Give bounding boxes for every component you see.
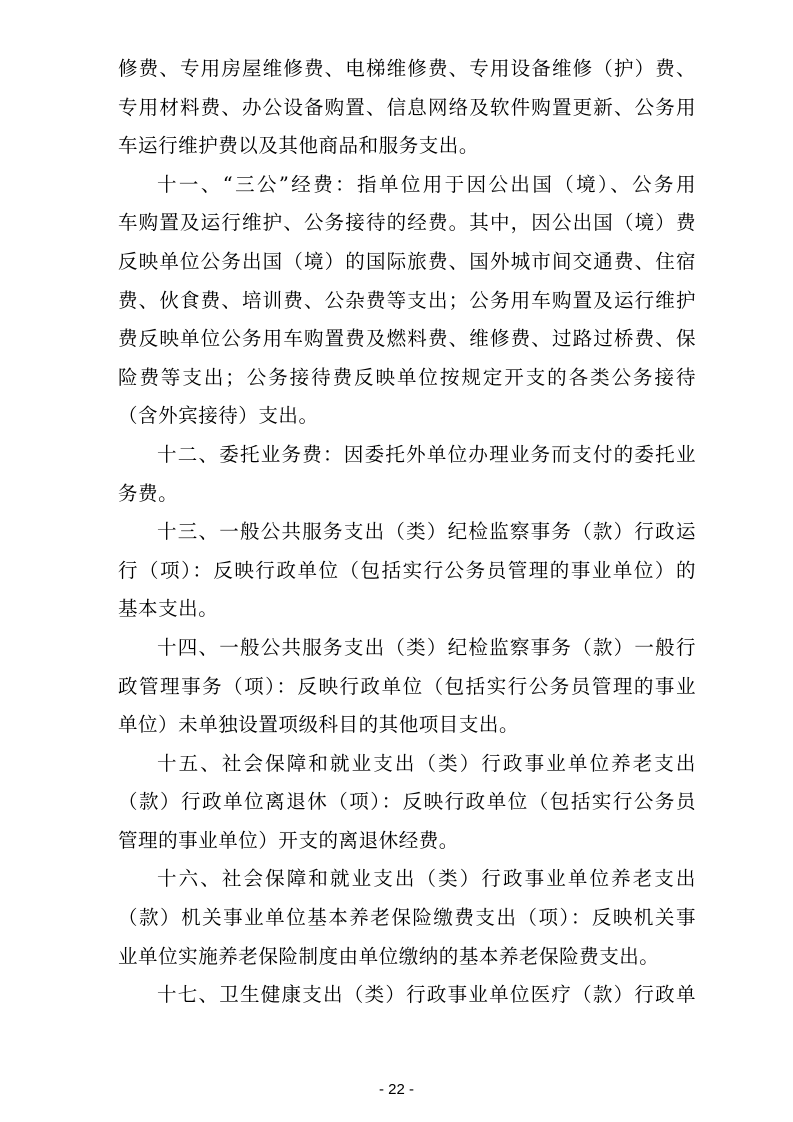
text-line: 修费、专用房屋维修费、电梯维修费、专用设备维修（护）费、: [118, 57, 696, 80]
text-line: 费反映单位公务用车购置费及燃料费、维修费、过路过桥费、保: [118, 327, 696, 351]
text-line: 业单位实施养老保险制度由单位缴纳的基本养老保险费支出。: [118, 944, 660, 968]
text-line: 车运行维护费以及其他商品和服务支出。: [118, 134, 479, 158]
text-line: 十六、社会保障和就业支出（类）行政事业单位养老支出: [157, 867, 696, 891]
paragraph-item-11: [118, 166, 696, 436]
text-line: 十四、一般公共服务支出（类）纪检监察事务（款）一般行: [157, 635, 696, 659]
text-line: 务费。: [118, 481, 179, 505]
text-line: （含外宾接待）支出。: [118, 404, 319, 428]
paragraph-expense-items-continued: [118, 50, 696, 166]
text-line: 十三、一般公共服务支出（类）纪检监察事务（款）行政运: [157, 520, 696, 544]
text-line: 十五、社会保障和就业支出（类）行政事业单位养老支出: [157, 751, 696, 775]
text-line: 政管理事务（项）：反映行政单位（包括实行公务员管理的事业: [118, 674, 696, 698]
page-number: - 22 -: [378, 1081, 414, 1098]
paragraph-item-16: [118, 860, 696, 976]
paragraph-item-15: [118, 745, 696, 861]
text-line: （款）机关事业单位基本养老保险缴费支出（项）：反映机关事: [118, 906, 696, 930]
text-line: 单位）未单独设置项级科目的其他项目支出。: [118, 713, 520, 737]
paragraph-item-17: [118, 976, 696, 1015]
text-line: 费、伙食费、培训费、公杂费等支出；公务用车购置及运行维护: [118, 288, 696, 312]
text-line: （款）行政单位离退休（项）：反映行政单位（包括实行公务员: [118, 790, 696, 814]
paragraph-item-14: [118, 629, 696, 745]
text-line: 行（项）：反映行政单位（包括实行公务员管理的事业单位）的: [118, 558, 696, 582]
text-line: 反映单位公务出国（境）的国际旅费、国外城市间交通费、住宿: [118, 249, 696, 273]
paragraph-item-12: [118, 436, 696, 513]
text-line: 十二、委托业务费：因委托外单位办理业务而支付的委托业: [157, 442, 696, 466]
text-line: 基本支出。: [118, 597, 219, 621]
text-line: 险费等支出；公务接待费反映单位按规定开支的各类公务接待: [118, 365, 696, 389]
text-line: 车购置及运行维护、公务接待的经费。其中，因公出国（境）费: [118, 211, 696, 235]
text-line: 管理的事业单位）开支的离退休经费。: [118, 828, 459, 852]
document-body: [118, 50, 696, 1015]
text-line: 十一、“三公”经费：指单位用于因公出国（境）、公务用: [157, 172, 696, 196]
paragraph-item-13: [118, 513, 696, 629]
text-line: 十七、卫生健康支出（类）行政事业单位医疗（款）行政单: [157, 983, 696, 1007]
text-line: 专用材料费、办公设备购置、信息网络及软件购置更新、公务用: [118, 95, 696, 119]
